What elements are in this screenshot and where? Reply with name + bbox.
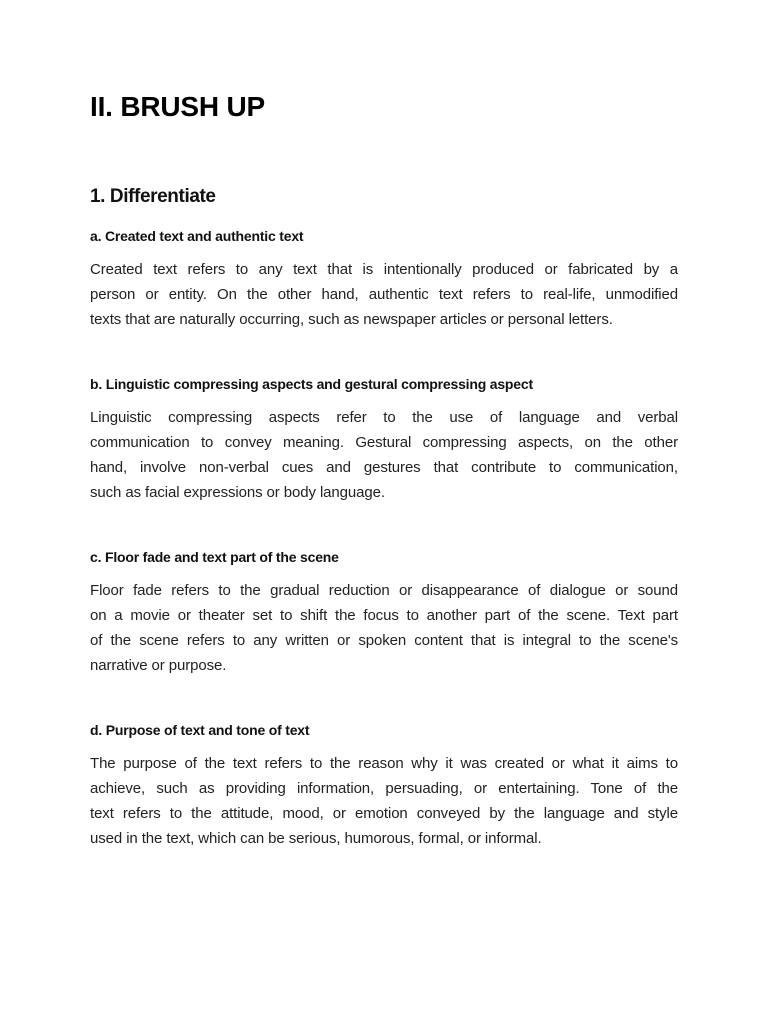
item-heading: a. Created text and authentic text (90, 228, 304, 244)
paragraph-line: narrative or purpose. (90, 657, 227, 674)
paragraph-line: person or entity. On the other hand, authentic text refers to real-life, unmodified (90, 286, 678, 303)
document-title: II. BRUSH UP (90, 91, 265, 122)
paragraph-line: text refers to the attitude, mood, or emotion conveyed by the language and style (90, 805, 678, 822)
section-heading-differentiate: 1. Differentiate (90, 186, 216, 207)
document-section (90, 547, 678, 678)
paragraph-line: used in the text, which can be serious, humorous, formal, or informal. (90, 830, 542, 847)
paragraph-line: texts that are naturally occurring, such as newspaper articles or personal letters. (90, 311, 613, 328)
paragraph (90, 405, 678, 505)
paragraph-line: achieve, such as providing information, persuading, or entertaining. Tone of the (90, 780, 678, 797)
paragraph (90, 578, 678, 678)
paragraph-line: on a movie or theater set to shift the focus to another part of the scene. Text part (90, 607, 678, 624)
sections-container (90, 226, 678, 851)
item-heading: c. Floor fade and text part of the scene (90, 549, 339, 565)
paragraph-line: Created text refers to any text that is intentionally produced or fabricated by a (90, 261, 678, 278)
paragraph-line: Floor fade refers to the gradual reduction or disappearance of dialogue or sound (90, 582, 678, 599)
paragraph-line: such as facial expressions or body language. (90, 484, 385, 501)
paragraph-line: hand, involve non-verbal cues and gestures that contribute to communication, (90, 459, 678, 476)
paragraph-line: of the scene refers to any written or spoken content that is integral to the scene's (90, 632, 678, 649)
document-section (90, 720, 678, 851)
paragraph (90, 257, 678, 332)
paragraph-line: communication to convey meaning. Gestural compressing aspects, on the other (90, 434, 678, 451)
paragraph (90, 751, 678, 851)
document-section (90, 226, 678, 332)
item-heading: d. Purpose of text and tone of text (90, 722, 310, 738)
paragraph-line: The purpose of the text refers to the reason why it was created or what it aims to (90, 755, 678, 772)
paragraph-line: Linguistic compressing aspects refer to the use of language and verbal (90, 409, 678, 426)
document-section (90, 374, 678, 505)
item-heading: b. Linguistic compressing aspects and gestural compressing aspect (90, 376, 533, 392)
